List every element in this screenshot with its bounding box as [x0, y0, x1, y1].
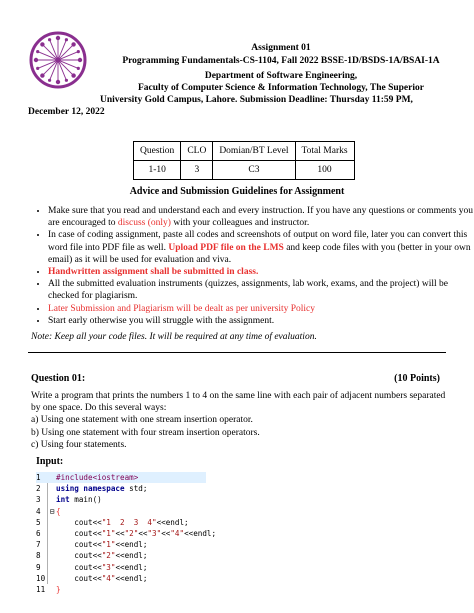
- code-string: "3": [147, 528, 162, 538]
- table-cell: 3: [181, 161, 213, 180]
- table-header-cell: Total Marks: [295, 142, 354, 161]
- guidelines-list: [28, 205, 474, 327]
- line-number: 11: [36, 584, 46, 594]
- code-line: [36, 550, 206, 561]
- guideline-text: and keep code files with you (better in your own email) as it will be used for evaluation and viva.: [48, 242, 471, 265]
- fold-minus-icon[interactable]: ⊟: [49, 506, 55, 516]
- code-text: cout<<: [56, 562, 102, 572]
- code-text: <<: [138, 528, 148, 538]
- question-part-a: [31, 414, 446, 426]
- table-header-cell: Question: [134, 142, 181, 161]
- note-text: Note: Keep all your code files. It will be required at any time of evaluation.: [31, 332, 317, 342]
- list-item: [48, 266, 474, 278]
- divider: [28, 352, 446, 353]
- faculty-line: Faculty of Computer Science & Information Technology, The Superior: [138, 83, 424, 93]
- department-line: Department of Software Engineering,: [204, 71, 358, 81]
- code-line: [36, 562, 206, 573]
- code-keyword: using namespace: [56, 484, 125, 494]
- part-text: Using one statement with four stream insertion operators.: [41, 427, 260, 438]
- code-text: <<endl;: [115, 573, 148, 583]
- university-logo: [28, 30, 88, 90]
- guideline-red-text: discuss (only): [117, 218, 171, 229]
- part-letter: b): [31, 427, 39, 438]
- part-letter: c): [31, 439, 39, 450]
- assignment-title: Assignment 01: [251, 43, 311, 53]
- part-text: Using four statements.: [40, 439, 127, 450]
- code-text: <<endl;: [156, 517, 189, 527]
- code-text: {: [56, 506, 61, 516]
- code-line: [36, 584, 206, 595]
- code-line: [36, 494, 206, 505]
- table-header-row: [134, 142, 355, 161]
- question-points: (10 Points): [394, 373, 440, 384]
- code-line: [36, 517, 206, 528]
- line-number: 2: [36, 484, 41, 494]
- code-string: "4": [170, 528, 185, 538]
- code-text: #include<iostream>: [56, 473, 139, 482]
- table-cell: 1-10: [134, 161, 181, 180]
- code-text: <<endl;: [115, 551, 148, 561]
- list-item: [48, 303, 474, 315]
- line-number: 8: [36, 551, 41, 561]
- code-text: cout<<: [56, 517, 102, 527]
- guideline-text: All the submitted evaluation instruments (quizzes, assignments, lab work, exams, and the project) will be checked for plagiarism.: [48, 279, 448, 302]
- guideline-red-text: Upload PDF file on the LMS: [168, 242, 284, 253]
- code-string: "3": [101, 562, 116, 572]
- code-text: main(): [69, 495, 102, 505]
- code-line: [36, 539, 206, 550]
- code-block: [36, 472, 217, 595]
- code-text: cout<<: [56, 573, 102, 583]
- code-string: "1 2 3 4": [101, 517, 157, 527]
- guideline-red-text: Handwritten assignment shall be submitted in class.: [48, 267, 259, 278]
- code-text: cout<<: [56, 540, 102, 550]
- question-part-b: [31, 427, 446, 439]
- list-item: [48, 205, 474, 229]
- code-line: [36, 573, 206, 584]
- line-number: 5: [36, 517, 41, 527]
- code-string: "1": [101, 528, 116, 538]
- code-line: [36, 528, 217, 539]
- guideline-text: Start early otherwise you will struggle with the assignment.: [48, 315, 275, 326]
- line-number: 4: [36, 506, 41, 516]
- code-string: "2": [101, 551, 116, 561]
- line-number: 3: [36, 495, 41, 505]
- part-text: Using one statement with one stream insertion operator.: [40, 415, 253, 426]
- table-row: [134, 161, 355, 180]
- code-line: [36, 483, 206, 494]
- table-header-cell: CLO: [181, 142, 213, 161]
- course-line: Programming Fundamentals-CS-1104, Fall 2022 BSSE-1D/BSDS-1A/BSAI-1A: [122, 56, 440, 66]
- question-title: Question 01:: [31, 373, 86, 384]
- part-letter: a): [31, 415, 39, 426]
- question-body: [31, 390, 446, 451]
- line-number: 6: [36, 528, 41, 538]
- code-string: "1": [101, 540, 116, 550]
- code-text: std;: [124, 484, 148, 494]
- line-number: 1: [36, 473, 41, 482]
- code-text: <<: [115, 528, 125, 538]
- code-string: "4": [101, 573, 116, 583]
- date-line: December 12, 2022: [28, 107, 105, 117]
- guidelines-heading: Advice and Submission Guidelines for Assignment: [129, 186, 345, 197]
- code-text: <<endl;: [115, 562, 148, 572]
- code-line: [36, 506, 206, 517]
- input-label: Input:: [36, 456, 64, 467]
- guideline-text: Make sure that you read and understand each and every instruction. If you have any questions or comments you are encouraged to: [48, 206, 473, 229]
- line-number: 9: [36, 562, 41, 572]
- marks-table: [133, 141, 355, 180]
- code-string: "2": [124, 528, 139, 538]
- code-text: <<endl;: [184, 528, 217, 538]
- code-text: <<endl;: [115, 540, 148, 550]
- table-cell: C3: [213, 161, 295, 180]
- table-cell: 100: [295, 161, 354, 180]
- code-line: [36, 472, 206, 483]
- question-part-c: [31, 439, 446, 451]
- line-number: 7: [36, 540, 41, 550]
- line-number: 10: [36, 573, 46, 583]
- campus-line: University Gold Campus, Lahore. Submission Deadline: Thursday 11:59 PM,: [100, 95, 413, 105]
- table-header-cell: Domian/BT Level: [213, 142, 295, 161]
- guideline-red-text: Later Submission and Plagiarism will be dealt as per university Policy: [48, 303, 316, 314]
- code-text: }: [56, 584, 61, 594]
- code-text: cout<<: [56, 551, 102, 561]
- list-item: [48, 315, 474, 327]
- code-text: <<: [161, 528, 171, 538]
- code-keyword: int: [56, 495, 70, 505]
- list-item: [48, 278, 474, 302]
- guideline-text: In case of coding assignment, paste all codes and screenshots of output on word file, later you can convert this word file into PDF file as well.: [48, 230, 468, 253]
- list-item: [48, 229, 474, 266]
- question-intro: Write a program that prints the numbers 1 to 4 on the same line with each pair of adjacent numbers separated by one space. Do this several ways:: [31, 391, 446, 414]
- guideline-text: with your colleagues and instructor.: [173, 218, 310, 229]
- code-text: cout<<: [56, 528, 102, 538]
